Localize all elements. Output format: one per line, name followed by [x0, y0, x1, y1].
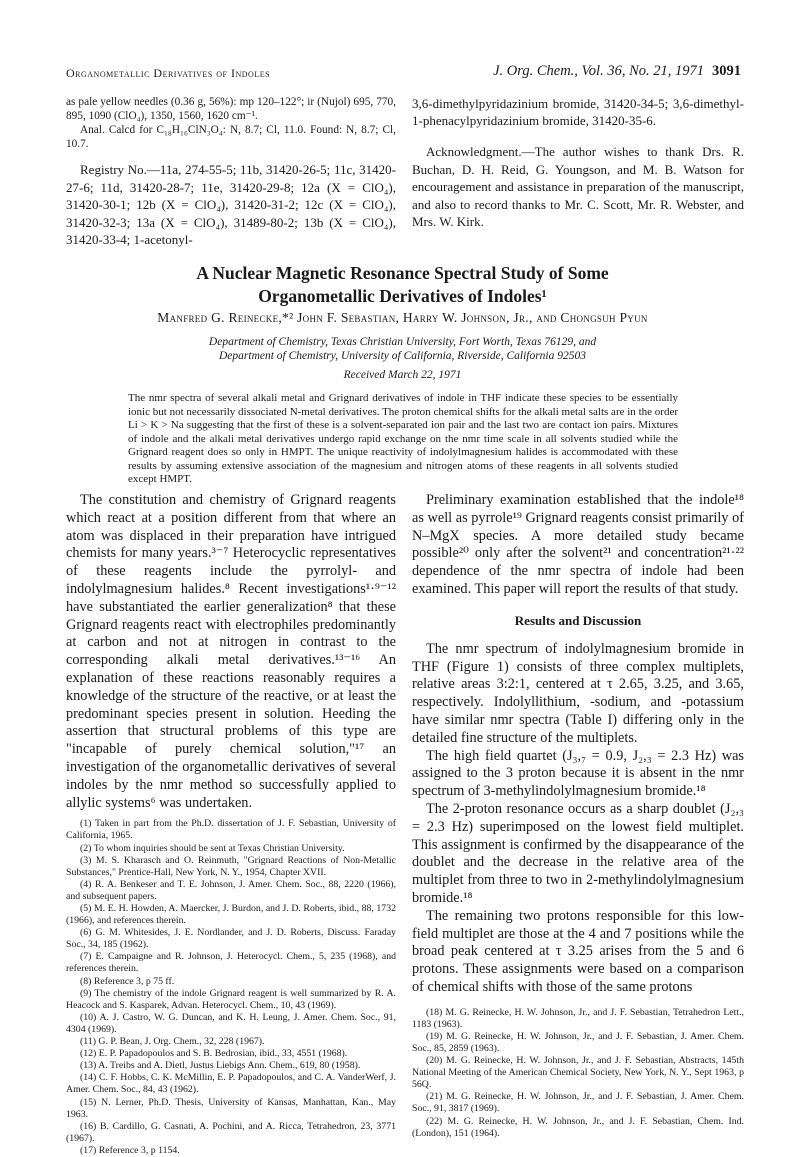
left-column [66, 492, 396, 1157]
introduction-paragraph: The constitution and chemistry of Grignard reagents which react at a position different from that where an atom was displaced in their preparation have intrigued chemists for many years.³⁻⁷ Heterocyclic representatives of these reagents include the pyrrolyl- and indolylmagnesium halides.⁸ Recent investigations¹·⁹⁻¹² have substantiated the earlier generalization⁸ that these Grignard reagents react with electrophiles predominantly at carbon and not at nitrogen in contrast to the corresponding alkali metal derivatives.¹³⁻¹⁶ An explanation of these reactions reasonably requires a knowledge of the structure of the reactive, or at least the predominant species present in solution. Heeding the assertion that structural problems of this type are "incapable of purely chemical solution,"¹⁷ an investigation of the organometallic derivatives of several indoles by the nmr method so successfully applied to allylic systems⁶ was undertaken. [66, 492, 396, 811]
footnotes-left [66, 818, 396, 1157]
section-heading: Results and Discussion [514, 612, 642, 628]
footnote: (17) Reference 3, p 1154. [80, 1144, 180, 1156]
previous-article-right [412, 95, 744, 231]
analysis-text: Anal. Calcd for C₁₈H₁₆ClN₃O₄: N, 8.7; Cl, 11.0. Found: N, 8.7; Cl, 10.7. [66, 124, 396, 150]
footnote: (3) M. S. Kharasch and O. Reinmuth, "Grignard Reactions of Non-Metallic Substances," Prentice-Hall, New York, N. Y., 1954, Chapter XVII. [66, 854, 396, 878]
preliminary-paragraph: Preliminary examination established that the indole¹⁸ as well as pyrrole¹⁹ Grignard reagents consist primarily of N–MgX species. A more detailed study became possible²⁰ only after the solvent²¹ and concentration²¹·²² dependence of the nmr spectra of indole had been examined. This paper will report the results of that study. [412, 492, 744, 597]
results-paragraph-2: The high field quartet (J₃,₇ = 0.9, J₂,₃ = 2.3 Hz) was assigned to the 3 proton because it is absent in the nmr spectrum of 3-methylindolylmagnesium bromide.¹⁸ [412, 747, 744, 800]
affiliation-2: Department of Chemistry, University of California, Riverside, California 92503 [218, 350, 587, 362]
footnote: (16) B. Cardillo, G. Casnati, A. Pochini, and A. Ricca, Tetrahedron, 23, 3771 (1967). [66, 1120, 396, 1144]
footnote: (21) M. G. Reinecke, H. W. Johnson, Jr., and J. F. Sebastian, J. Amer. Chem. Soc., 91, 3817 (1969). [412, 1091, 744, 1115]
author-list: Manfred G. Reinecke,*² John F. Sebastian, Harry W. Johnson, Jr., and Chongsuh Pyun [157, 310, 648, 325]
received-date: Received March 22, 1971 [343, 369, 462, 381]
footnote: (8) Reference 3, p 75 ff. [80, 975, 175, 987]
journal-citation: J. Org. Chem., Vol. 36, No. 21, 1971 [493, 63, 704, 79]
footnote: (7) E. Campaigne and R. Johnson, J. Heterocycl. Chem., 5, 235 (1968), and references therein. [66, 951, 396, 975]
footnotes-right [412, 1007, 744, 1140]
footnote: (2) To whom inquiries should be sent at Texas Christian University. [80, 842, 345, 854]
abstract: The nmr spectra of several alkali metal and Grignard derivatives of indole in THF indicate these species to be essentially ionic but not necessarily dissociated N-metal derivatives. The proton chemical shifts for the alkali metal salts are in the order Li > K > Na suggesting that the first of these is a solvent-separated ion pair and the last two are contact ion pairs. Mixtures of indole and the alkali metal derivatives undergo rapid exchange on the nmr time scale in all solvents studied while the Grignard reagent does so only in HMPT. The unique reactivity of indolylmagnesium halides is accommodated with these results by assuming extensive association of the magnesium and nitrogen atoms of these reagents in all solvents studied except HMPT. [128, 392, 678, 485]
registry-numbers: Registry No.—11a, 274-55-5; 11b, 31420-26-5; 11c, 31420-27-6; 11d, 31420-28-7; 11e, 31420-29-8; 12a (X = ClO₄), 31420-30-1; 12b (X = ClO₄), 31420-31-2; 12c (X = ClO₄), 31420-32-3; 13a (X = ClO₄), 31489-80-2; 13b (X = ClO₄), 31420-33-4; 1-acetonyl- [66, 162, 396, 248]
previous-article-left [66, 95, 396, 249]
footnote: (15) N. Lerner, Ph.D. Thesis, University of Kansas, Manhattan, Kan., May 1963. [66, 1096, 396, 1120]
footnote: (13) A. Treibs and A. Dietl, Justus Liebigs Ann. Chem., 619, 80 (1958). [80, 1060, 361, 1072]
results-paragraph-4: The remaining two protons responsible for this low-field multiplet are those at the 4 and 7 positions while the broad peak centered at τ 3.25 arises from the 5 and 6 protons. These assignments were based on a comparison of chemical shifts with those of the same protons [412, 907, 744, 995]
page-number: 3091 [712, 63, 741, 79]
article-title [60, 262, 745, 308]
results-paragraph-1: The nmr spectrum of indolylmagnesium bromide in THF (Figure 1) consists of three complex multiplets, relative areas 3:2:1, centered at τ 2.65, 3.25, and 3.65, respectively. Indolyllithium, -sodium, and -potassium have similar nmr spectra (Table I) differing only in the detailed fine structure of the multiplets. [412, 640, 744, 746]
affiliations [60, 335, 745, 363]
experimental-text: as pale yellow needles (0.36 g, 56%): mp 120–122°; ir (Nujol) 695, 770, 895, 1090 (ClO₄), 1350, 1560, 1620 cm⁻¹. [66, 96, 396, 122]
right-column [412, 492, 744, 1140]
affiliation-1: Department of Chemistry, Texas Christian University, Fort Worth, Texas 76129, and [208, 336, 597, 348]
footnote: (5) M. E. H. Howden, A. Maercker, J. Burdon, and J. D. Roberts, ibid., 88, 1732 (1966), and references therein. [66, 903, 396, 927]
footnote: (4) R. A. Benkeser and T. E. Johnson, J. Amer. Chem. Soc., 88, 2220 (1966), and subsequent papers. [66, 878, 396, 902]
title-line-1: A Nuclear Magnetic Resonance Spectral Study of Some [196, 263, 609, 283]
registry-continued: 3,6-dimethylpyridazinium bromide, 31420-34-5; 3,6-dimethyl-1-phenacylpyridazinium bromide, 31420-35-6. [412, 96, 744, 128]
footnote: (12) E. P. Papadopoulos and S. B. Bedrosian, ibid., 33, 4551 (1968). [80, 1048, 348, 1060]
title-line-2: Organometallic Derivatives of Indoles¹ [258, 286, 547, 306]
footnote: (20) M. G. Reinecke, H. W. Johnson, Jr., and J. F. Sebastian, Abstracts, 145th National Meeting of the American Chemical Society, New York, N. Y., Sept 1963, p 56Q. [412, 1055, 744, 1091]
footnote: (14) C. F. Hobbs, C. K. McMillin, E. P. Papadopoulos, and C. A. VanderWerf, J. Amer. Chem. Soc., 84, 43 (1962). [66, 1072, 396, 1096]
results-paragraph-3: The 2-proton resonance occurs as a sharp doublet (J₂,₃ = 2.3 Hz) superimposed on the lowest field multiplet. This assignment is confirmed by the disappearance of the doublet and the decrease in the relative area of the multiplet from three to two in 2-methylindolylmagnesium bromide.¹⁸ [412, 800, 744, 906]
running-header-journal [471, 63, 741, 80]
footnote: (22) M. G. Reinecke, H. W. Johnson, Jr., and J. F. Sebastian, Chem. Ind. (London), 151 (1964). [412, 1115, 744, 1139]
footnote: (18) M. G. Reinecke, H. W. Johnson, Jr., and J. F. Sebastian, Tetrahedron Lett., 1183 (1963). [412, 1006, 744, 1030]
footnote: (11) G. P. Bean, J. Org. Chem., 32, 228 (1967). [80, 1036, 265, 1048]
running-header-title: Organometallic Derivatives of Indoles [66, 66, 271, 80]
footnote: (9) The chemistry of the indole Grignard reagent is well summarized by R. A. Heacock and S. Kasparek, Advan. Heterocycl. Chem., 10, 43 (1969). [66, 987, 396, 1011]
footnote: (10) A. J. Castro, W. G. Duncan, and K. H. Leung, J. Amer. Chem. Soc., 91, 4304 (1969). [66, 1011, 396, 1035]
footnote: (6) G. M. Whitesides, J. E. Nordlander, and J. D. Roberts, Discuss. Faraday Soc., 34, 185 (1962). [66, 927, 396, 951]
footnote: (1) Taken in part from the Ph.D. dissertation of J. F. Sebastian, University of California, 1965. [66, 818, 396, 842]
acknowledgment: Acknowledgment.—The author wishes to thank Drs. R. Buchan, D. H. Reid, G. Youngson, and M. B. Watson for encouragement and assistance in preparation of the manuscript, and also to record thanks to Mr. C. Scott, Mr. R. Webster, and Mrs. W. Kirk. [412, 144, 744, 230]
footnote: (19) M. G. Reinecke, H. W. Johnson, Jr., and J. F. Sebastian, J. Amer. Chem. Soc., 85, 2859 (1963). [412, 1030, 744, 1054]
